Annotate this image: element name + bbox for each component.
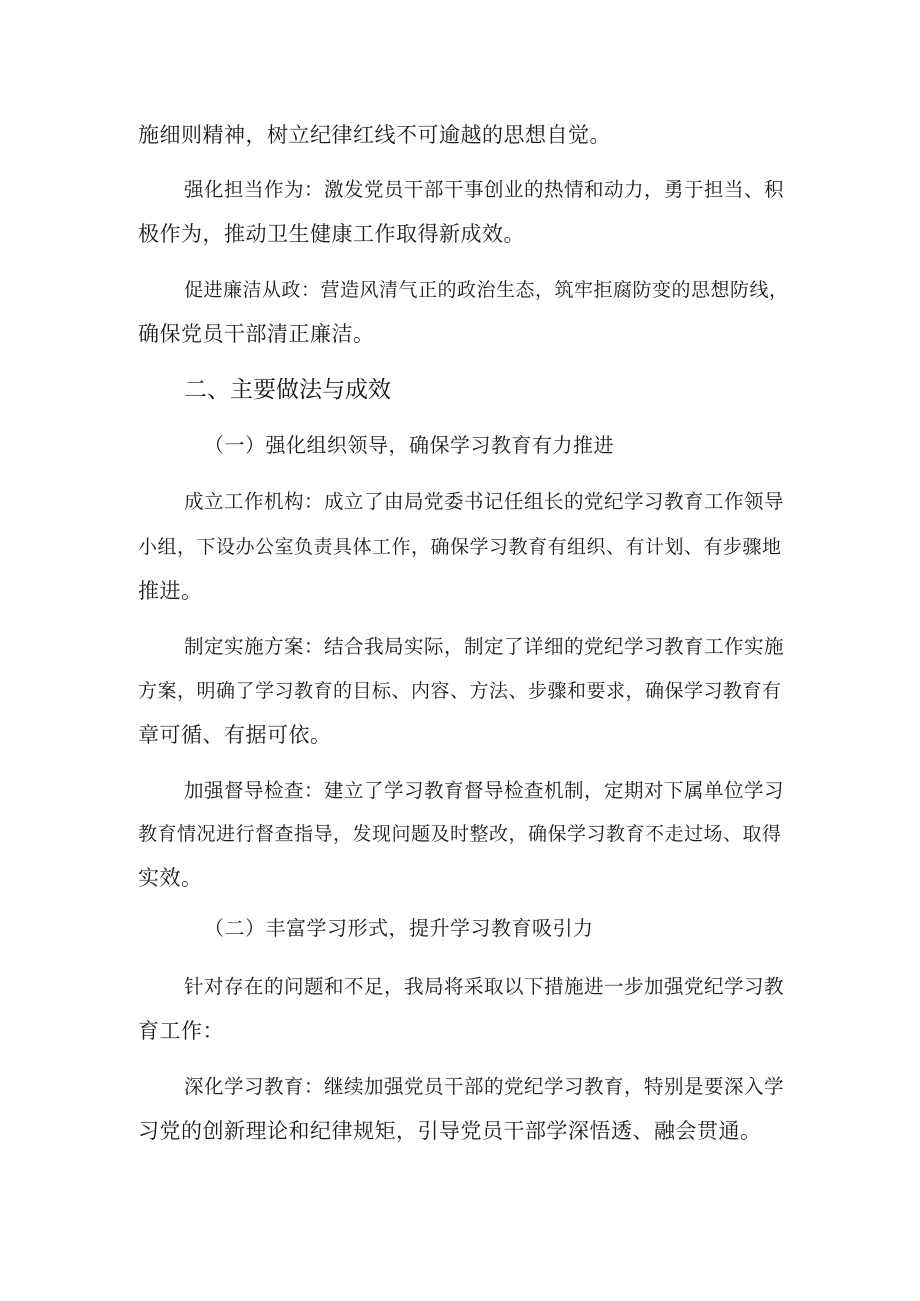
paragraph-line: 教育情况进行督查指导，发现问题及时整改，确保学习教育不走过场、取得: [138, 823, 782, 845]
paragraph-line: 促进廉洁从政：营造风清气正的政治生态，筑牢拒腐防变的思想防线，: [184, 279, 789, 301]
paragraph-line: 方案，明确了学习教育的目标、内容、方法、步骤和要求，确保学习教育有: [138, 680, 782, 702]
paragraph-line: 推进。: [138, 579, 203, 603]
paragraph-line: 习党的创新理论和纪律规矩，引导党员干部学深悟透、融会贯通。: [138, 1119, 762, 1143]
paragraph-line: 施细则精神，树立纪律红线不可逾越的思想自觉。: [138, 123, 611, 147]
subsection-heading: （二）丰富学习形式，提升学习教育吸引力: [204, 916, 594, 940]
subsection-heading: （一）强化组织领导，确保学习教育有力推进: [204, 433, 614, 457]
paragraph-line: 针对存在的问题和不足，我局将采取以下措施进一步加强党纪学习教: [184, 975, 785, 998]
paragraph-line: 成立工作机构：成立了由局党委书记任组长的党纪学习教育工作领导: [184, 490, 785, 513]
paragraph-line: 极作为，推动卫生健康工作取得新成效。: [138, 222, 525, 246]
paragraph-line: 深化学习教育：继续加强党员干部的党纪学习教育，特别是要深入学: [184, 1075, 785, 1098]
paragraph-line: 确保党员干部清正廉洁。: [138, 322, 375, 346]
paragraph-line: 实效。: [138, 866, 203, 890]
paragraph-line: 加强督导检查：建立了学习教育督导检查机制，定期对下属单位学习: [184, 779, 785, 802]
paragraph-line: 制定实施方案：结合我局实际，制定了详细的党纪学习教育工作实施: [184, 635, 785, 658]
paragraph-line: 育工作：: [138, 1019, 224, 1043]
section-heading: 二、主要做法与成效: [184, 377, 391, 403]
paragraph-line: 章可循、有据可依。: [138, 723, 332, 747]
paragraph-line: 强化担当作为：激发党员干部干事创业的热情和动力，勇于担当、积: [184, 178, 785, 201]
paragraph-line: 小组，下设办公室负责具体工作，确保学习教育有组织、有计划、有步骤地: [138, 536, 782, 558]
